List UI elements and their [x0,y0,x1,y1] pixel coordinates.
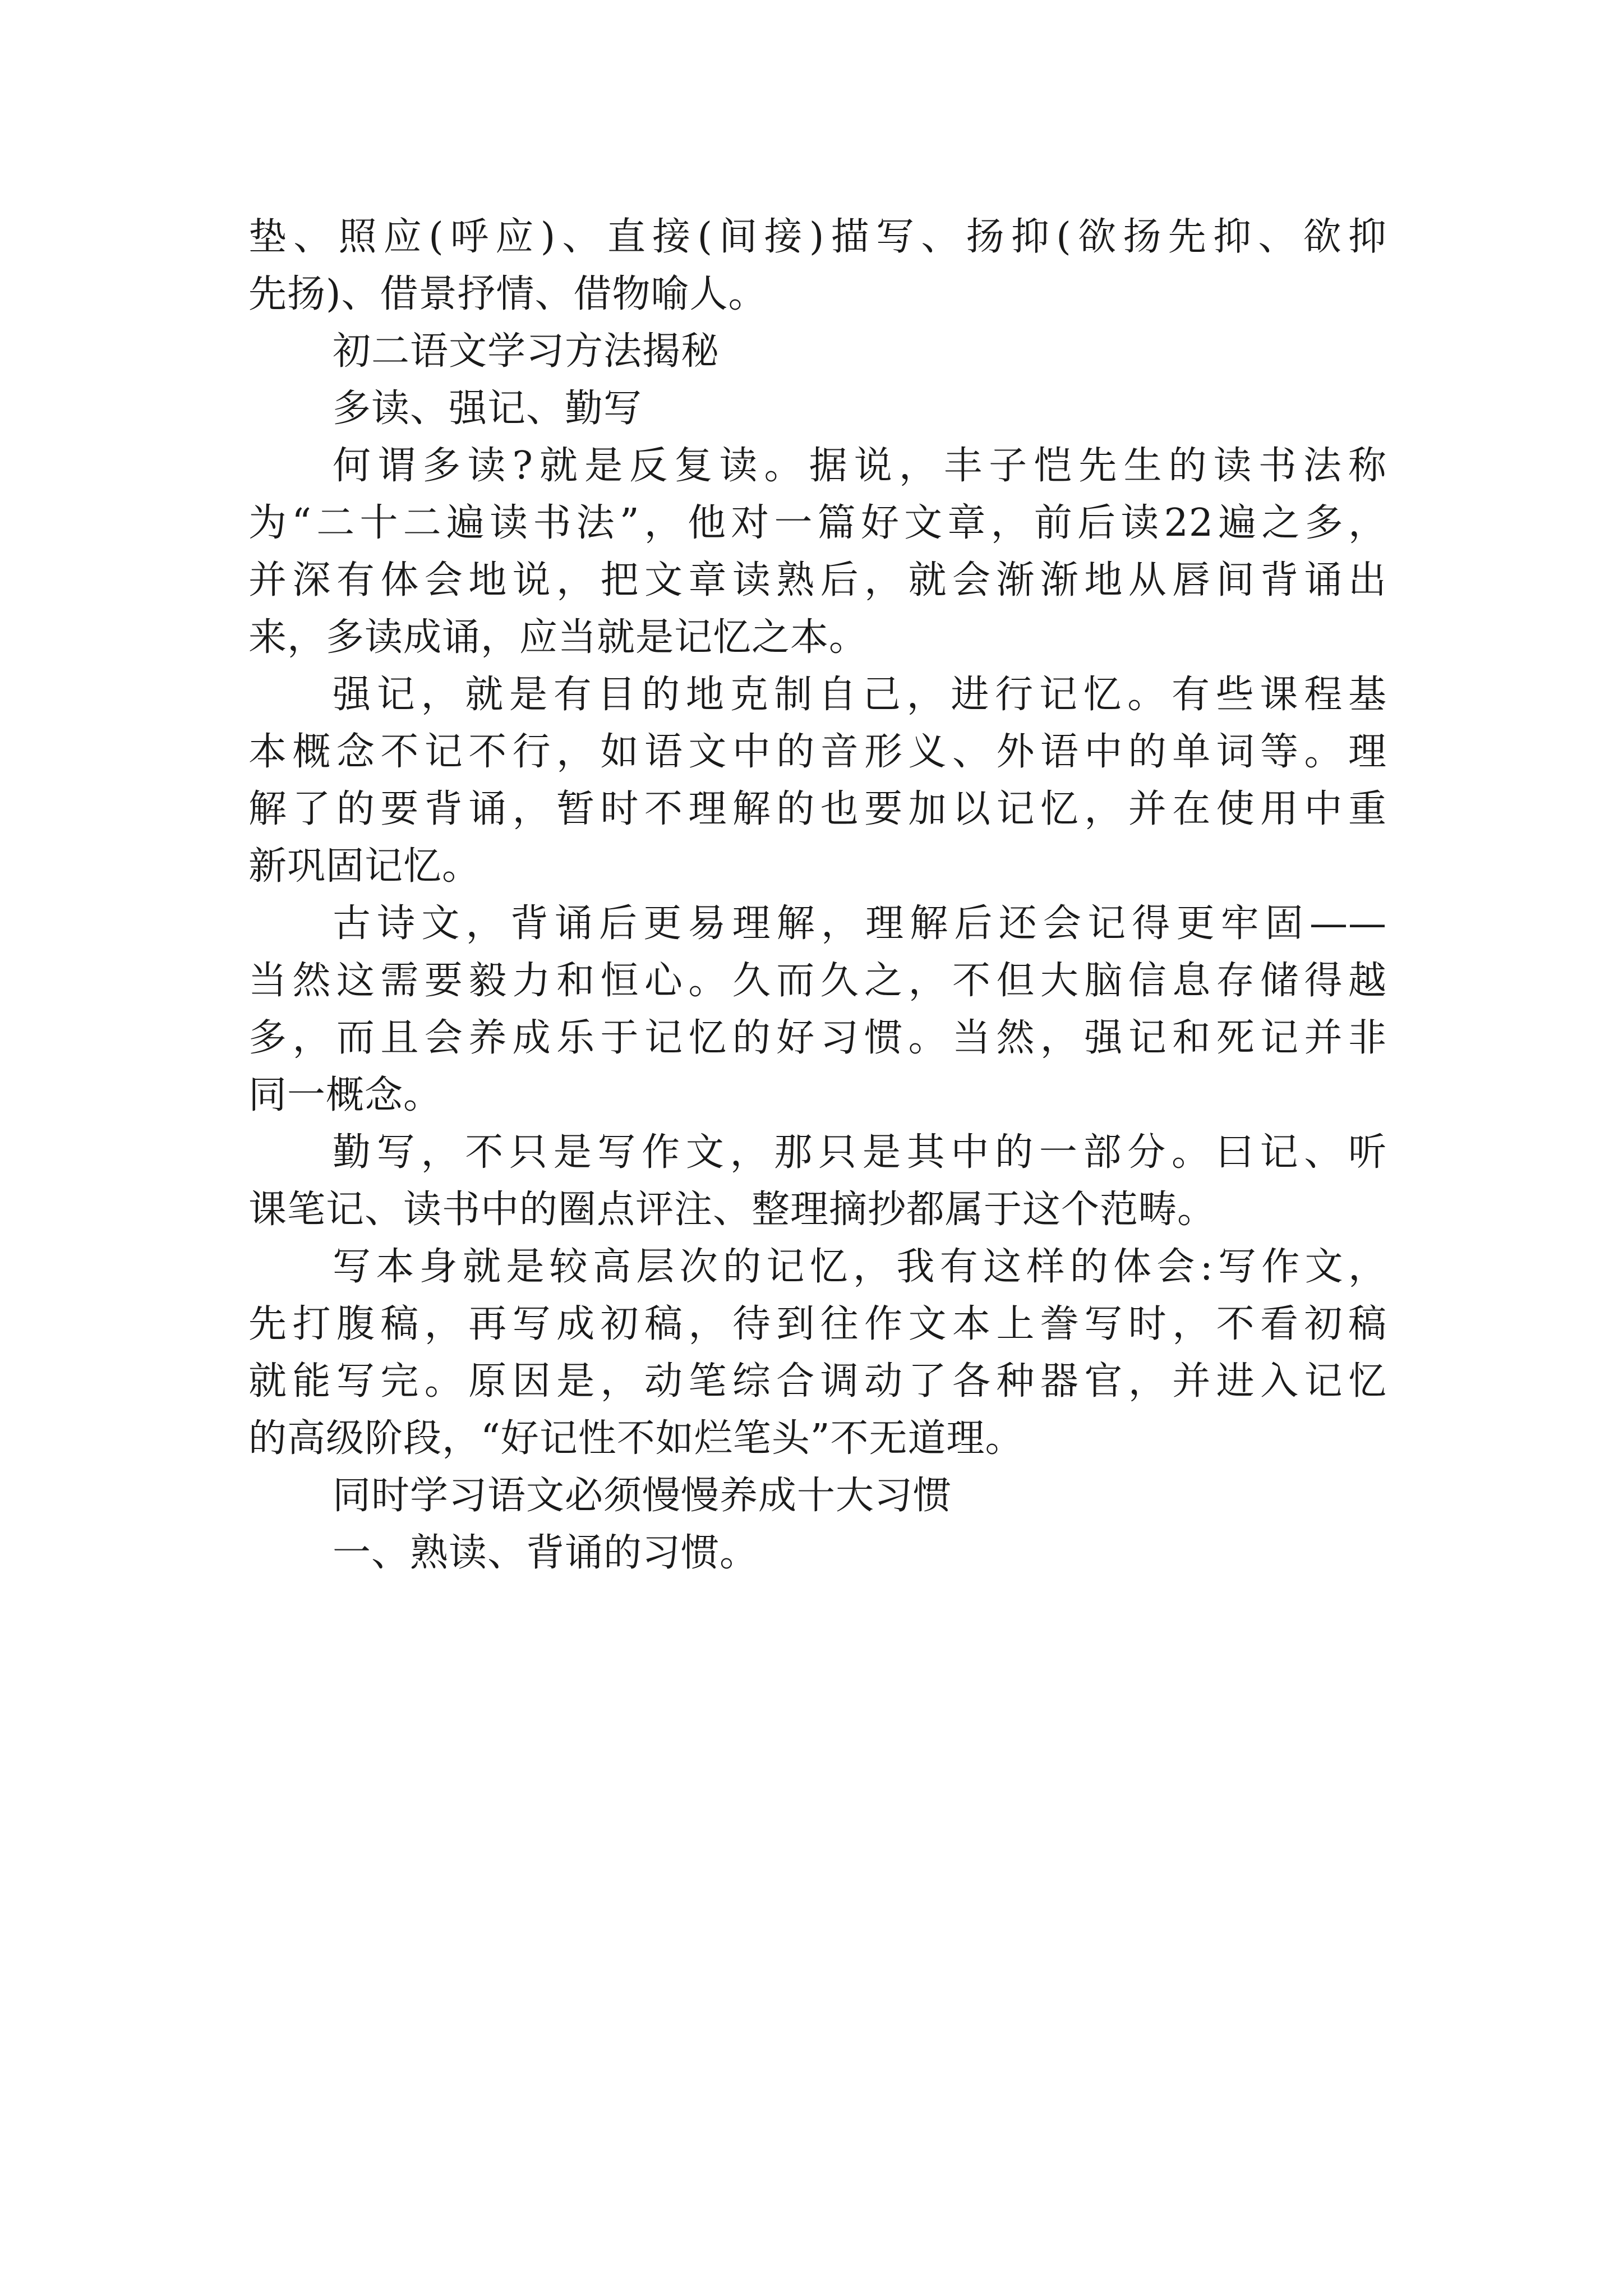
text-line: 先打腹稿，再写成初稿，待到往作文本上誊写时，不看初稿 [248,1302,1387,1346]
paragraph-ancient-poetry [248,895,1387,1124]
text-line: 并深有体会地说，把文章读熟后，就会渐渐地从唇间背诵出 [248,558,1387,602]
text-line: 何谓多读?就是反复读。据说，丰子恺先生的读书法称 [333,444,1387,488]
text-line: 本概念不记不行，如语文中的音形义、外语中的单词等。理 [248,730,1387,774]
text-line: 古诗文，背诵后更易理解，理解后还会记得更牢固—— [333,901,1387,946]
text-line: 初二语文学习方法揭秘 [333,329,720,374]
text-line: 先扬)、借景抒情、借物喻人。 [248,272,767,316]
paragraph-writing-memory [248,1239,1387,1467]
text-line: 多，而且会养成乐于记忆的好习惯。当然，强记和死记并非 [248,1016,1387,1060]
subheading-read-remember-write [248,380,1387,438]
text-line: 的高级阶段，“好记性不如烂笔头”不无道理。 [248,1416,1024,1461]
section-heading-methods [248,323,1387,380]
text-line: 垫、照应(呼应)、直接(间接)描写、扬抑(欲扬先抑、欲抑 [248,215,1387,259]
text-line: 就能写完。原因是，动笔综合调动了各种器官，并进入记忆 [248,1359,1387,1404]
text-line: 当然这需要毅力和恒心。久而久之，不但大脑信息存储得越 [248,959,1387,1003]
habit-item-1 [248,1525,1387,1582]
text-line: 来，多读成诵，应当就是记忆之本。 [248,615,868,660]
text-line: 为“二十二遍读书法”，他对一篇好文章，前后读22遍之多， [248,501,1387,545]
paragraph-diligent-writing [248,1124,1387,1239]
text-line: 一、熟读、背诵的习惯。 [333,1531,759,1575]
text-line: 同时学习语文必须慢慢养成十大习惯 [333,1474,952,1518]
text-line: 解了的要背诵，暂时不理解的也要加以记忆，并在使用中重 [248,787,1387,831]
text-line: 写本身就是较高层次的记忆，我有这样的体会:写作文， [333,1245,1387,1289]
text-line: 多读、强记、勤写 [333,386,643,431]
text-line: 课笔记、读书中的圈点评注、整理摘抄都属于这个范畴。 [248,1188,1216,1232]
paragraph-continuation [248,209,1387,323]
text-line: 新巩固记忆。 [248,844,481,889]
section-heading-habits [248,1467,1387,1525]
paragraph-strong-memory [248,666,1387,895]
paragraph-read-more [248,438,1387,666]
document-page [248,209,1387,1582]
text-line: 勤写，不只是写作文，那只是其中的一部分。曰记、听 [333,1130,1387,1175]
text-line: 强记，就是有目的地克制自己，进行记忆。有些课程基 [333,673,1387,717]
text-line: 同一概念。 [248,1073,442,1117]
